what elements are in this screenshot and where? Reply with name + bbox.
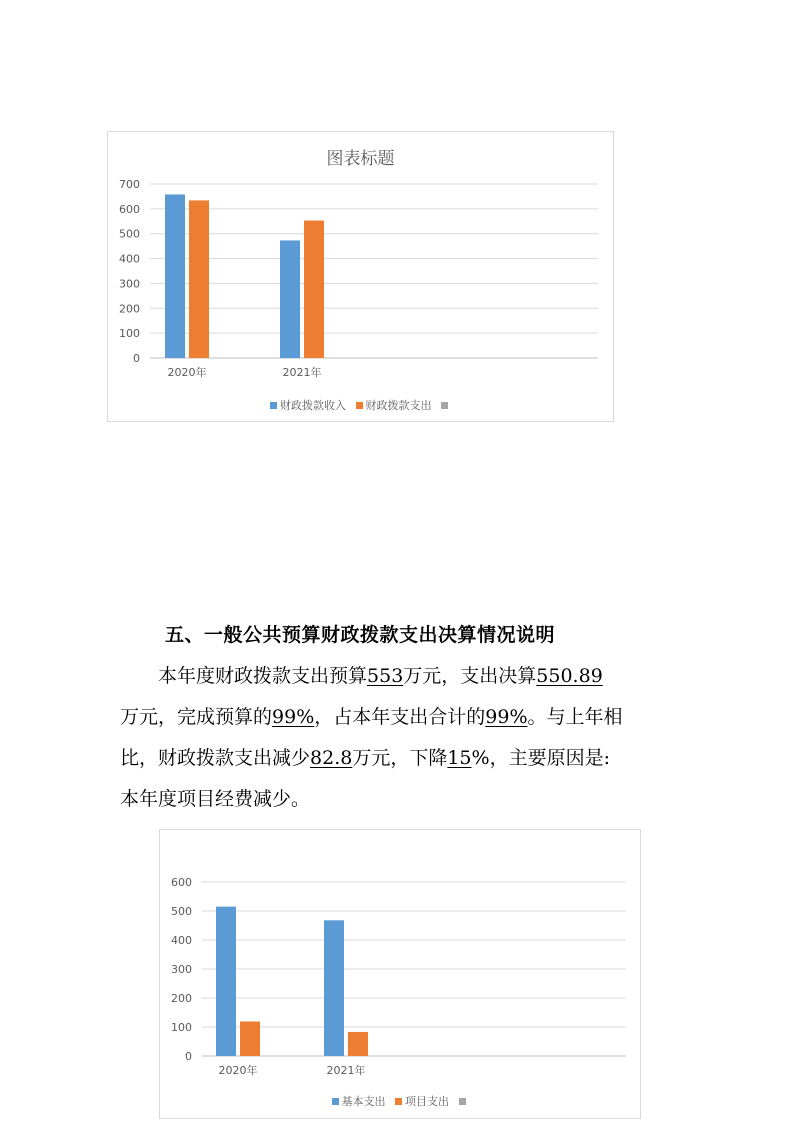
legend-item-income [270, 397, 346, 413]
text-segment: 本年度财政拨款支出预算 [158, 665, 368, 687]
legend-label: 财政拨款支出 [365, 399, 432, 412]
legend-label: 财政拨款收入 [280, 399, 346, 412]
paragraph-line [120, 656, 680, 697]
legend-swatch-orange [395, 1098, 402, 1105]
legend-label: 基本支出 [341, 1095, 386, 1108]
chart-plot-area [160, 830, 640, 1118]
x-tick-label: 2021年 [282, 366, 322, 379]
y-tick-label: 100 [171, 1021, 192, 1034]
y-tick-label: 400 [119, 252, 140, 266]
x-tick-label: 2020年 [167, 366, 207, 379]
paragraph-line [120, 697, 680, 738]
actual-value: 550.89 [536, 665, 603, 687]
y-tick-label: 100 [119, 327, 140, 341]
legend-swatch-blue [332, 1098, 339, 1105]
chart-income-expenditure [107, 131, 614, 422]
bar-series1 [280, 240, 300, 358]
completion-percent: 99% [272, 706, 315, 728]
text-segment: 万元，支出决算 [403, 665, 537, 687]
y-tick-label: 600 [119, 202, 140, 216]
paragraph-line [120, 779, 680, 820]
y-tick-label: 500 [171, 905, 192, 918]
text-segment: %，主要原因是: [471, 747, 610, 769]
y-tick-label: 400 [171, 934, 192, 947]
x-tick-label: 2020年 [218, 1064, 258, 1077]
chart-legend [108, 397, 613, 413]
chart-title: 图表标题 [326, 149, 395, 169]
x-tick-label: 2021年 [326, 1064, 366, 1077]
y-tick-label: 300 [119, 277, 140, 291]
legend-swatch-gray [441, 402, 448, 409]
section-paragraph [120, 656, 680, 820]
y-tick-label: 600 [171, 876, 192, 889]
decrease-percent: 15 [447, 747, 472, 769]
bar-series2 [240, 1021, 260, 1056]
y-tick-label: 500 [119, 227, 140, 241]
y-tick-label: 300 [171, 963, 192, 976]
budget-value: 553 [367, 665, 404, 687]
y-tick-label: 200 [171, 992, 192, 1005]
legend-label: 项目支出 [405, 1095, 449, 1108]
bar-series1 [165, 194, 185, 358]
section-heading: 五、一般公共预算财政拨款支出决算情况说明 [165, 624, 556, 646]
legend-swatch-gray [459, 1098, 466, 1105]
text-segment: 比，财政拨款支出减少 [120, 747, 311, 769]
text-segment: 本年度项目经费减少。 [120, 788, 311, 810]
text-segment: 。与上年相 [527, 706, 623, 728]
paragraph-line [120, 738, 680, 779]
bar-series2 [348, 1032, 368, 1056]
y-tick-label: 700 [119, 178, 140, 191]
chart-plot-area [108, 132, 613, 421]
y-tick-label: 0 [133, 352, 140, 365]
bar-series2 [304, 221, 324, 358]
legend-item-empty [441, 402, 451, 409]
text-segment: 万元，下降 [352, 747, 448, 769]
legend-item-project [395, 1093, 449, 1109]
bar-series1 [324, 920, 344, 1056]
legend-swatch-blue [270, 402, 277, 409]
bar-series2 [189, 200, 209, 358]
legend-item-basic [332, 1093, 386, 1109]
text-segment: ，占本年支出合计的 [314, 706, 486, 728]
text-segment: 万元，完成预算的 [120, 706, 273, 728]
y-tick-label: 200 [119, 302, 140, 316]
legend-item-expenditure [356, 397, 432, 413]
chart-basic-project-expenditure [159, 829, 641, 1119]
share-percent: 99% [485, 706, 528, 728]
bar-series1 [216, 907, 236, 1056]
legend-swatch-orange [356, 402, 363, 409]
decrease-value: 82.8 [310, 747, 353, 769]
y-tick-label: 0 [185, 1050, 192, 1063]
legend-item-empty [459, 1098, 469, 1105]
chart-legend [160, 1093, 640, 1109]
